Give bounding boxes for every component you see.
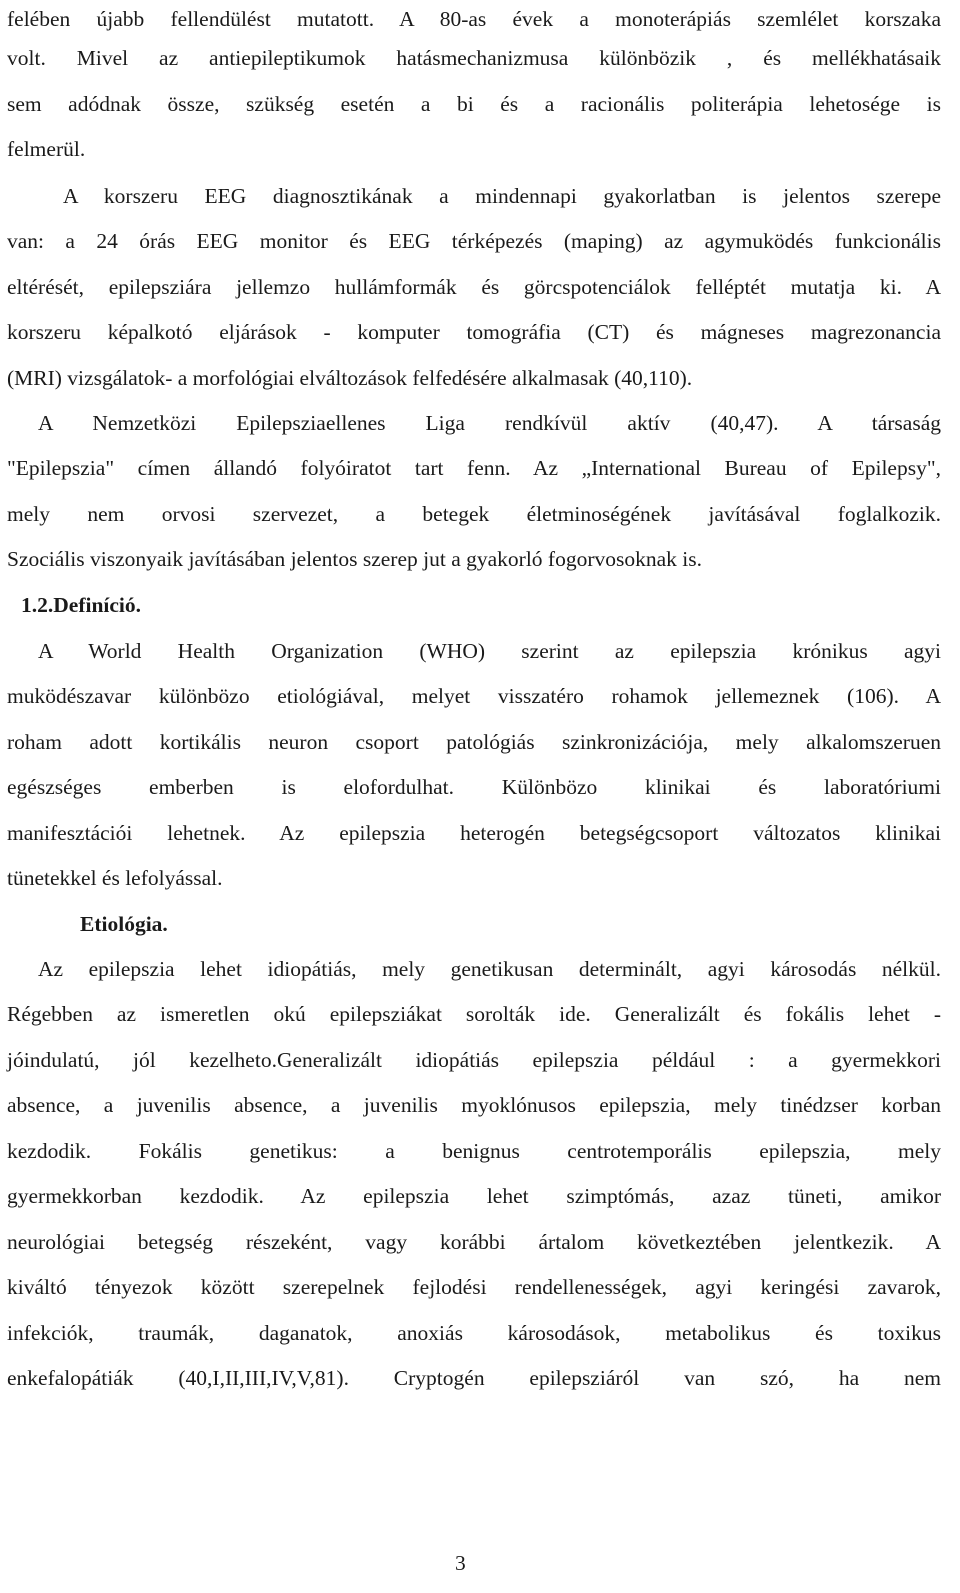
text-line: tünetekkel és lefolyással. xyxy=(7,866,223,890)
text-line: eltérését, epilepsziára jellemzo hullámformák és görcspotenciálok felléptét mutatja ki. A xyxy=(7,275,941,299)
text-line: kezdodik. Fokális genetikus: a benignus centrotemporális epilepszia, mely xyxy=(7,1139,941,1163)
paragraph-indent-line: A korszeru EEG diagnosztikának a mindennapi gyakorlatban is jelentos szerepe xyxy=(63,184,941,208)
text-line: "Epilepszia" címen állandó folyóiratot tart fenn. Az „International Bureau of Epilepsy", xyxy=(7,456,941,480)
text-line: infekciók, traumák, daganatok, anoxiás károsodások, metabolikus és toxikus xyxy=(7,1321,941,1345)
text-line: kiváltó tényezok között szerepelnek fejlodési rendellenességek, agyi keringési zavarok, xyxy=(7,1275,941,1299)
text-line: jóindulatú, jól kezelheto.Generalizált idiopátiás epilepszia például : a gyermekkori xyxy=(7,1048,941,1072)
text-line: felmerül. xyxy=(7,137,86,161)
paragraph-indent-line: A Nemzetközi Epilepsziaellenes Liga rendkívül aktív (40,47). A társaság xyxy=(38,411,941,435)
section-heading-etiology: Etiológia. xyxy=(80,912,168,936)
text-line: roham adott kortikális neuron csoport patológiás szinkronizációja, mely alkalomszeruen xyxy=(7,730,941,754)
text-line: manifesztációi lehetnek. Az epilepszia heterogén betegségcsoport változatos klinikai xyxy=(7,821,941,845)
text-line: sem adódnak össze, szükség esetén a bi és a racionális politerápia lehetosége is xyxy=(7,92,941,116)
text-line: Régebben az ismeretlen okú epilepsziákat sorolták ide. Generalizált és fokális lehet - xyxy=(7,1002,941,1026)
page-number: 3 xyxy=(455,1551,466,1575)
text-line: enkefalopátiák (40,I,II,III,IV,V,81). Cryptogén epilepsziáról van szó, ha nem xyxy=(7,1366,941,1390)
text-line: korszeru képalkotó eljárások - komputer tomográfia (CT) és mágneses magrezonancia xyxy=(7,320,941,344)
text-line: egészséges emberben is elofordulhat. Különbözo klinikai és laboratóriumi xyxy=(7,775,941,799)
text-line: gyermekkorban kezdodik. Az epilepszia lehet szimptómás, azaz tüneti, amikor xyxy=(7,1184,941,1208)
text-line: van: a 24 órás EEG monitor és EEG térképezés (maping) az agymuködés funkcionális xyxy=(7,229,941,253)
text-line: Szociális viszonyaik javításában jelentos szerep jut a gyakorló fogorvosoknak is. xyxy=(7,547,702,571)
text-line: mely nem orvosi szervezet, a betegek életminoségének javításával foglalkozik. xyxy=(7,502,941,526)
text-line: felében újabb fellendülést mutatott. A 80-as évek a monoterápiás szemlélet korszaka xyxy=(7,7,941,31)
text-line: absence, a juvenilis absence, a juvenilis myoklónusos epilepszia, mely tinédzser korban xyxy=(7,1093,941,1117)
text-line: neurológiai betegség részeként, vagy korábbi ártalom következtében jelentkezik. A xyxy=(7,1230,941,1254)
text-line: (MRI) vizsgálatok- a morfológiai elváltozások felfedésére alkalmasak (40,110). xyxy=(7,366,693,390)
text-line: muködészavar különbözo etiológiával, melyet visszatéro rohamok jellemeznek (106). A xyxy=(7,684,941,708)
section-heading-definition: 1.2.Definíció. xyxy=(21,593,142,617)
paragraph-indent-line: Az epilepszia lehet idiopátiás, mely genetikusan determinált, agyi károsodás nélkül. xyxy=(38,957,941,981)
text-line: volt. Mivel az antiepileptikumok hatásmechanizmusa különbözik , és mellékhatásaik xyxy=(7,46,941,70)
paragraph-indent-line: A World Health Organization (WHO) szerint az epilepszia krónikus agyi xyxy=(38,639,941,663)
